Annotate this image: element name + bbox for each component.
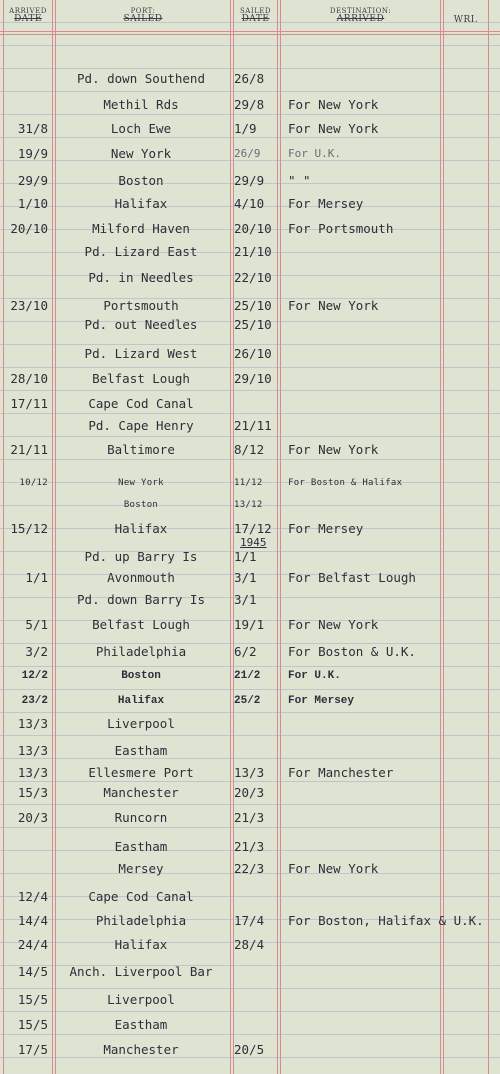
sailed-date: 28/4 xyxy=(234,937,265,952)
port-name: Halifax xyxy=(114,521,168,536)
sailed-date: 19/1 xyxy=(234,617,265,632)
sailed-date: 4/10 xyxy=(234,196,265,211)
sailed-date: 29/8 xyxy=(234,97,265,112)
column-rule xyxy=(52,0,53,1074)
arrived-date: 20/10 xyxy=(10,221,48,236)
header-rule xyxy=(0,34,500,35)
arrived-date: 20/3 xyxy=(17,810,48,825)
sailed-date: 25/10 xyxy=(234,317,272,332)
sailed-date: 8/12 xyxy=(234,442,265,457)
arrived-date: 17/11 xyxy=(10,396,48,411)
arrived-date: 23/10 xyxy=(10,298,48,313)
sailed-date: 25/10 xyxy=(234,298,272,313)
sailed-date: 13/12 xyxy=(234,500,263,510)
header-sailed-date: SAILED DATE xyxy=(240,7,271,24)
arrived-date: 10/12 xyxy=(19,478,48,488)
arrived-date: 12/4 xyxy=(17,889,48,904)
sailed-date: 6/2 xyxy=(234,644,257,659)
sailed-date: 3/1 xyxy=(234,592,257,607)
arrived-date: 12/2 xyxy=(21,670,48,682)
destination: For Boston & U.K. xyxy=(288,644,416,659)
port-name: Pd. down Southend xyxy=(77,71,205,86)
sailed-date: 22/3 xyxy=(234,861,265,876)
port-name: Pd. Lizard West xyxy=(84,346,198,361)
destination: For Portsmouth xyxy=(288,221,394,236)
arrived-date: 13/3 xyxy=(17,765,48,780)
port-name: Halifax xyxy=(114,196,168,211)
arrived-date: 15/3 xyxy=(17,785,48,800)
sailed-date: 21/3 xyxy=(234,810,265,825)
port-name: Halifax xyxy=(117,695,165,707)
sailed-date: 17/12 xyxy=(234,521,272,536)
header-destination: DESTINATION: ARRIVED xyxy=(329,7,392,24)
column-rule xyxy=(230,0,231,1074)
arrived-date: 17/5 xyxy=(17,1042,48,1057)
sailed-date: 1/1 xyxy=(234,549,257,564)
sailed-date: 11/12 xyxy=(234,478,263,488)
arrived-date: 19/9 xyxy=(17,146,48,161)
destination: For Belfast Lough xyxy=(288,570,416,585)
sailed-date: 20/5 xyxy=(234,1042,265,1057)
destination: For Manchester xyxy=(288,765,394,780)
port-name: Pd. Lizard East xyxy=(84,244,198,259)
sailed-date: 21/10 xyxy=(234,244,272,259)
port-name: Belfast Lough xyxy=(92,617,190,632)
sailed-date: 21/11 xyxy=(234,418,272,433)
arrived-date: 5/1 xyxy=(25,617,48,632)
arrived-date: 29/9 xyxy=(17,173,48,188)
port-name: Boston xyxy=(123,500,159,510)
arrived-date: 28/10 xyxy=(10,371,48,386)
destination: For New York xyxy=(288,617,379,632)
port-name: Philadelphia xyxy=(95,913,187,928)
destination: For U.K. xyxy=(288,147,341,160)
port-name: Baltimore xyxy=(107,442,175,457)
port-name: Ellesmere Port xyxy=(88,765,194,780)
port-name: Philadelphia xyxy=(95,644,187,659)
sailed-date: 26/9 xyxy=(234,147,261,160)
sailed-date: 26/10 xyxy=(234,346,272,361)
port-name: Eastham xyxy=(114,839,168,854)
column-rule xyxy=(55,0,56,1074)
sailed-date: 29/10 xyxy=(234,371,272,386)
port-name: Boston xyxy=(118,173,164,188)
year-note: 1945 xyxy=(240,536,267,549)
port-name: Mersey xyxy=(118,861,164,876)
arrived-date: 14/5 xyxy=(17,964,48,979)
column-rule xyxy=(488,0,489,1074)
destination: For Boston & Halifax xyxy=(288,478,403,488)
port-name: Eastham xyxy=(114,1017,168,1032)
sailed-date: 3/1 xyxy=(234,570,257,585)
port-name: Methil Rds xyxy=(103,97,179,112)
arrived-date: 21/11 xyxy=(10,442,48,457)
port-name: Liverpool xyxy=(107,992,175,1007)
sailed-date: 17/4 xyxy=(234,913,265,928)
port-name: Pd. out Needles xyxy=(84,317,198,332)
port-name: New York xyxy=(110,146,172,161)
arrived-date: 13/3 xyxy=(17,716,48,731)
port-name: Pd. in Needles xyxy=(88,270,194,285)
destination: For Mersey xyxy=(288,695,355,707)
destination: For Boston, Halifax & U.K. xyxy=(288,913,484,928)
sailed-date: 20/10 xyxy=(234,221,272,236)
column-rule xyxy=(277,0,278,1074)
port-name: New York xyxy=(118,478,164,488)
port-name: Pd. up Barry Is xyxy=(84,549,198,564)
arrived-date: 15/5 xyxy=(17,1017,48,1032)
port-name: Avonmouth xyxy=(107,570,175,585)
port-name: Pd. down Barry Is xyxy=(77,592,205,607)
sailed-date: 29/9 xyxy=(234,173,265,188)
sailed-date: 20/3 xyxy=(234,785,265,800)
sailed-date: 21/2 xyxy=(234,670,261,682)
destination: For New York xyxy=(288,97,379,112)
arrived-date: 15/5 xyxy=(17,992,48,1007)
arrived-date: 3/2 xyxy=(25,644,48,659)
port-name: Halifax xyxy=(114,937,168,952)
header-port: PORT: SAILED xyxy=(123,7,163,24)
header-last-column: WRI. xyxy=(453,15,479,25)
port-name: Runcorn xyxy=(114,810,168,825)
arrived-date: 14/4 xyxy=(17,913,48,928)
port-name: Eastham xyxy=(114,743,168,758)
port-name: Cape Cod Canal xyxy=(88,889,194,904)
destination: For U.K. xyxy=(288,670,341,682)
sailed-date: 21/3 xyxy=(234,839,265,854)
sailed-date: 13/3 xyxy=(234,765,265,780)
destination: For New York xyxy=(288,121,379,136)
port-name: Anch. Liverpool Bar xyxy=(69,964,213,979)
destination: For Mersey xyxy=(288,196,364,211)
sailed-date: 26/8 xyxy=(234,71,265,86)
port-name: Manchester xyxy=(103,785,179,800)
port-name: Boston xyxy=(121,670,161,682)
arrived-date: 31/8 xyxy=(17,121,48,136)
port-name: Pd. Cape Henry xyxy=(88,418,194,433)
sailed-date: 25/2 xyxy=(234,695,261,707)
port-name: Portsmouth xyxy=(103,298,179,313)
destination: For Mersey xyxy=(288,521,364,536)
sailed-date: 1/9 xyxy=(234,121,257,136)
destination: For New York xyxy=(288,298,379,313)
destination: For New York xyxy=(288,861,379,876)
destination: " " xyxy=(288,173,311,188)
sailed-date: 22/10 xyxy=(234,270,272,285)
arrived-date: 1/10 xyxy=(17,196,48,211)
header-rule xyxy=(0,31,500,32)
port-name: Milford Haven xyxy=(92,221,190,236)
port-name: Manchester xyxy=(103,1042,179,1057)
arrived-date: 13/3 xyxy=(17,743,48,758)
port-name: Liverpool xyxy=(107,716,175,731)
destination: For New York xyxy=(288,442,379,457)
arrived-date: 15/12 xyxy=(10,521,48,536)
arrived-date: 23/2 xyxy=(21,695,48,707)
column-rule xyxy=(280,0,281,1074)
port-name: Cape Cod Canal xyxy=(88,396,194,411)
port-name: Loch Ewe xyxy=(110,121,172,136)
port-name: Belfast Lough xyxy=(92,371,190,386)
arrived-date: 1/1 xyxy=(25,570,48,585)
header-arrived-date: ARRIVED DATE xyxy=(9,7,47,24)
arrived-date: 24/4 xyxy=(17,937,48,952)
column-rule xyxy=(3,0,4,1074)
